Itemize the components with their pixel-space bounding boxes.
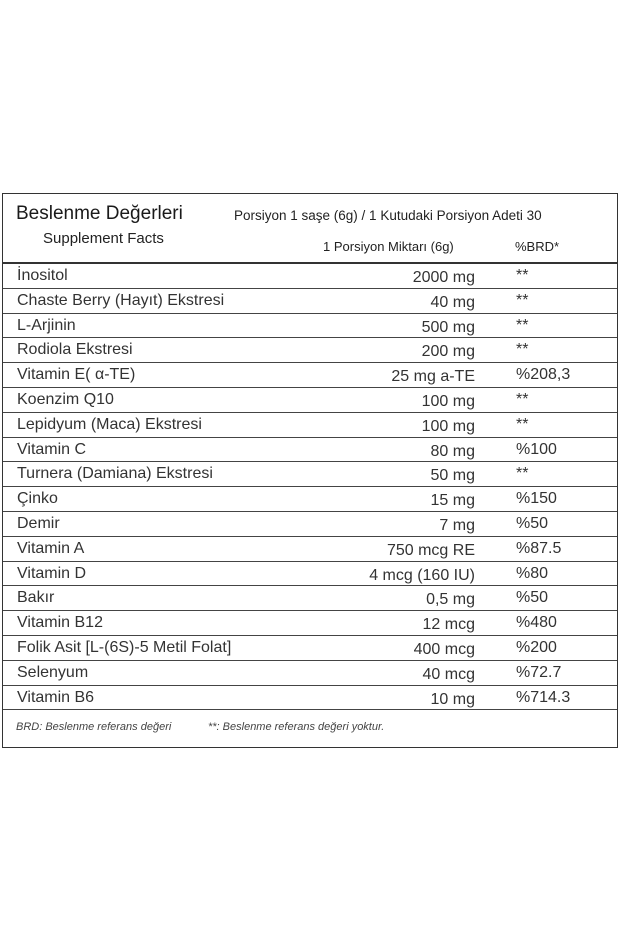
nutrient-amount: 2000 mg: [412, 269, 475, 286]
nutrient-name: Bakır: [17, 589, 55, 607]
table-row: [3, 289, 617, 314]
nutrient-name: Turnera (Damiana) Ekstresi: [17, 465, 213, 483]
nutrient-brd: **: [516, 316, 529, 334]
serving-info: Porsiyon 1 saşe (6g) / 1 Kutudaki Porsiyon Adeti 30: [234, 208, 542, 223]
nutrient-amount: 40 mcg: [422, 665, 475, 683]
nutrient-brd: %100: [516, 440, 557, 458]
table-row: [3, 363, 617, 388]
nutrient-brd: **: [516, 291, 529, 309]
table-row: [3, 388, 617, 413]
nutrient-brd: %480: [516, 614, 557, 632]
nutrient-brd: **: [516, 341, 529, 359]
nutrient-name: Çinko: [17, 490, 58, 508]
nutrient-brd: **: [516, 415, 529, 433]
brd-column-header: %BRD*: [515, 239, 560, 254]
nutrient-amount: 10 mg: [430, 690, 475, 708]
table-row: [3, 537, 617, 562]
table-row: [3, 586, 617, 611]
table-row: [3, 462, 617, 487]
nutrient-name: L-Arjinin: [17, 316, 76, 334]
footer-notes: [3, 711, 617, 747]
nutrient-name: Vitamin A: [17, 539, 85, 557]
nutrient-brd: %200: [516, 638, 557, 656]
nutrient-brd: **: [516, 267, 529, 284]
table-row: [3, 636, 617, 661]
nutrient-name: Folik Asit [L-(6S)-5 Metil Folat]: [17, 638, 232, 656]
nutrient-name: Selenyum: [17, 663, 89, 681]
nutrient-name: Lepidyum (Maca) Ekstresi: [17, 415, 202, 433]
nutrient-amount: 200 mg: [421, 343, 475, 361]
title: Beslenme Değerleri: [16, 203, 183, 224]
nutrient-amount: 40 mg: [430, 293, 475, 311]
table-row: [3, 314, 617, 339]
nutrient-name: Demir: [17, 514, 60, 532]
nutrient-amount: 400 mcg: [413, 640, 475, 658]
nutrient-brd: **: [516, 465, 529, 483]
nutrient-amount: 80 mg: [430, 442, 475, 460]
nutrient-brd: %714.3: [516, 688, 571, 706]
table-row: [3, 512, 617, 537]
amount-column-header: 1 Porsiyon Miktarı (6g): [323, 239, 454, 254]
supplement-facts-table: [2, 193, 618, 748]
nutrient-amount: 50 mg: [430, 467, 475, 485]
nutrient-amount: 15 mg: [430, 492, 475, 510]
table-header: [3, 194, 617, 264]
nutrient-brd: %50: [516, 589, 549, 607]
nutrient-name: Rodiola Ekstresi: [17, 341, 133, 359]
nutrient-amount: 100 mg: [421, 417, 475, 435]
nutrient-name: İnositol: [17, 267, 68, 284]
nutrient-amount: 4 mcg (160 IU): [369, 566, 475, 584]
table-row: [3, 338, 617, 363]
nutrient-amount: 12 mcg: [422, 616, 475, 634]
table-row: [3, 264, 617, 289]
nutrient-name: Vitamin C: [17, 440, 87, 458]
nutrient-brd: %150: [516, 490, 557, 508]
nutrient-name: Vitamin B6: [17, 688, 95, 706]
table-row: [3, 611, 617, 636]
table-row: [3, 487, 617, 512]
table-row: [3, 686, 617, 711]
nutrient-amount: 0,5 mg: [426, 591, 475, 609]
nutrient-amount: 100 mg: [421, 392, 475, 410]
nutrient-brd: %72.7: [516, 663, 562, 681]
nutrient-name: Vitamin E( α-TE): [17, 366, 136, 384]
nutrient-amount: 500 mg: [421, 318, 475, 336]
star-note: **: Beslenme referans değeri yoktur.: [208, 721, 385, 733]
nutrient-brd: %87.5: [516, 539, 562, 557]
nutrient-amount: 7 mg: [439, 516, 475, 534]
table-row: [3, 661, 617, 686]
nutrient-brd: **: [516, 390, 529, 408]
nutrient-amount: 750 mcg RE: [386, 541, 475, 559]
brd-note: BRD: Beslenme referans değeri: [16, 721, 172, 733]
table-row: [3, 438, 617, 463]
nutrient-name: Vitamin D: [17, 564, 87, 582]
nutrient-name: Koenzim Q10: [17, 390, 114, 408]
nutrient-name: Vitamin B12: [17, 614, 103, 632]
nutrient-brd: %80: [516, 564, 549, 582]
subtitle: Supplement Facts: [43, 230, 164, 247]
nutrient-brd: %208,3: [516, 366, 571, 384]
nutrient-amount: 25 mg a-TE: [391, 368, 475, 386]
table-body: [3, 264, 617, 710]
nutrient-name: Chaste Berry (Hayıt) Ekstresi: [17, 291, 225, 309]
table-row: [3, 413, 617, 438]
table-row: [3, 562, 617, 587]
nutrient-brd: %50: [516, 514, 549, 532]
